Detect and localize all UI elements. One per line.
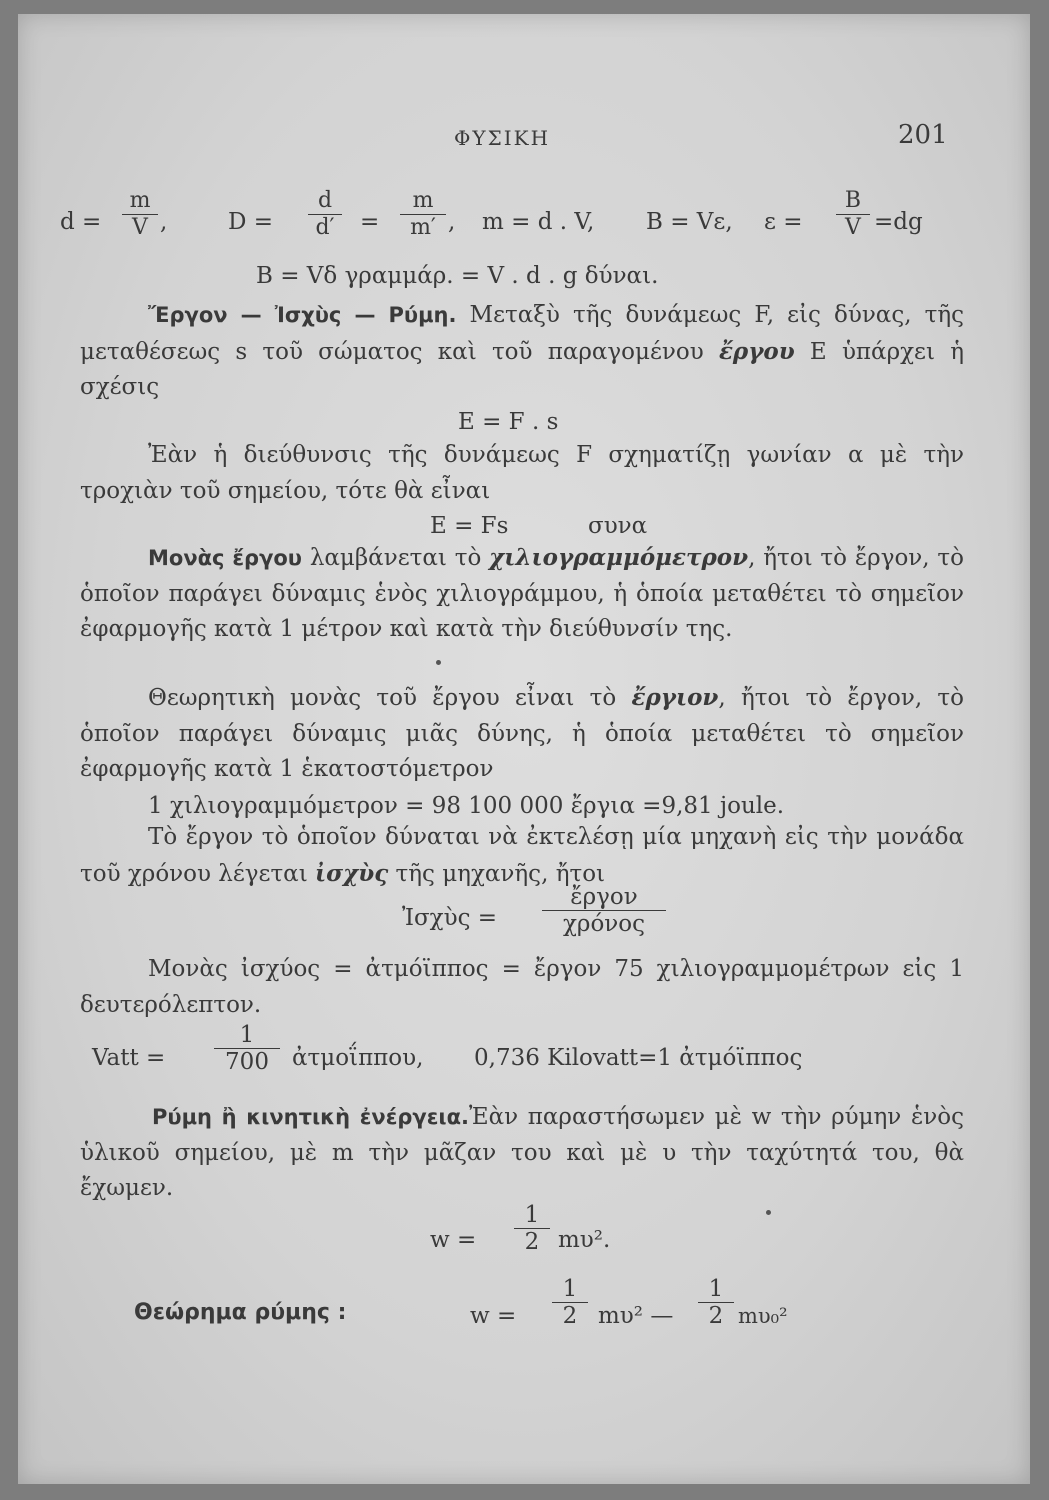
theorem-formula-left: w = xyxy=(470,1303,517,1329)
fraction-m-over-V xyxy=(122,190,158,239)
fraction-numerator: 1 xyxy=(524,1202,540,1228)
formula-vatt-right: ἀτμοΐππου, xyxy=(292,1045,424,1071)
paragraph-text: Ἐὰν παραστήσωμεν μὲ w τὴν ρύμην ἑνὸς ὑλικοῦ σημείου, μὲ m τὴν μᾶζαν του καὶ μὲ υ τὴν ταχύτητά του, θὰ ἔχωμεν. xyxy=(80,1104,964,1201)
fraction-work-over-time xyxy=(542,886,666,935)
formula-E-Fs-cos-left: E = Fs xyxy=(430,513,509,539)
formula-kinetic-left: w = xyxy=(430,1227,477,1253)
emphasized-term: ἔργιον xyxy=(631,684,719,711)
section-heading-ergon: Ἔργον — Ἰσχὺς — Ρύμη. xyxy=(148,303,457,327)
formula-row-weight: B = Vδ γραμμάρ. = V . d . g δύναι. xyxy=(256,263,659,289)
paragraph-text: τῆς μηχανῆς, ἤτοι xyxy=(388,860,606,887)
fraction-denominator: 2 xyxy=(524,1229,540,1255)
kilovatt-equivalence: 0,736 Kilovatt=1 ἀτμόϊππος xyxy=(474,1045,803,1071)
fraction-denominator: 2 xyxy=(708,1303,724,1329)
fraction-one-half xyxy=(552,1278,588,1327)
formula-kinetic-right: mυ². xyxy=(558,1227,611,1253)
unit-equivalence: 1 χιλιογραμμόμετρον = 98 100 000 ἔργια =9,81 joule. xyxy=(148,793,785,819)
fraction-denominator: V xyxy=(132,215,148,240)
formula-vatt-left: Vatt = xyxy=(92,1045,166,1071)
section-heading-rymi: Ρύμη ἢ κινητικὴ ἐνέργεια. xyxy=(152,1105,469,1129)
theorem-formula-middle: mυ² — xyxy=(598,1303,674,1329)
paragraph-theoretical-unit xyxy=(80,680,964,788)
formula-E-Fs: E = F . s xyxy=(458,409,559,435)
fraction-B-over-V xyxy=(836,190,870,239)
equals-sign: = xyxy=(360,209,380,235)
fraction-numerator: 1 xyxy=(708,1276,724,1302)
theorem-formula-right: mυ₀² xyxy=(738,1304,788,1328)
paragraph-angle: Ἐὰν ἡ διεύθυνσις τῆς δυνάμεως F σχηματίζῃ γωνίαν α μὲ τὴν τροχιὰν τοῦ σημείου, τότε θὰ εἶναι xyxy=(80,442,964,504)
fraction-denominator: m′ xyxy=(410,215,436,240)
paragraph-text: E ὑπάρχει ἡ σχέσις xyxy=(80,338,964,400)
formula-dg: =dg xyxy=(874,209,923,235)
paragraph-text: λαμβάνεται τὸ xyxy=(301,545,490,571)
emphasized-term: ἰσχὺς xyxy=(315,859,389,887)
fraction-denominator: χρόνος xyxy=(562,911,646,937)
comma: , xyxy=(160,209,168,235)
paragraph-power-unit: Μονὰς ἰσχύος = ἀτμόϊππος = ἔργον 75 χιλιογραμμομέτρων εἰς 1 δευτερόλεπτον. xyxy=(80,956,964,1018)
theorem-label: Θεώρημα ρύμης : xyxy=(134,1300,347,1325)
emphasized-term: ἔργου xyxy=(718,337,795,365)
paragraph-text: , ἤτοι τὸ ἔργον, τὸ ὁποῖον παράγει δύναμις ἑνὸς χιλιογράμμου, ἡ ὁποία μεταθέτει τὸ σημεῖον ἐφαρμογῆς κατὰ 1 μέτρον καὶ κατὰ τὴν διεύθυνσίν της. xyxy=(80,545,965,642)
fraction-1-over-700 xyxy=(214,1024,280,1073)
fraction-denominator: 700 xyxy=(225,1049,269,1075)
fraction-numerator: 1 xyxy=(239,1022,255,1048)
running-header-title: ΦΥΣΙΚΗ xyxy=(454,126,551,150)
fraction-numerator: m xyxy=(129,188,151,213)
paragraph-work-unit xyxy=(80,540,964,648)
fraction-denominator: 2 xyxy=(562,1303,578,1329)
section-heading-monas: Μονὰς ἔργου xyxy=(148,546,302,570)
formula-e-eq: ε = xyxy=(764,209,803,235)
fraction-numerator: m xyxy=(412,188,434,213)
formula-B-Ve: B = Vε, xyxy=(646,209,733,235)
paragraph-ergon-definition xyxy=(80,298,964,406)
paragraph-power xyxy=(80,820,964,892)
fraction-one-half xyxy=(514,1204,550,1253)
paragraph-text: , ἤτοι τὸ ἔργον, τὸ ὁποῖον παράγει δύναμις μιᾶς δύνης, ἡ ὁποία μεταθέτει τὸ σημεῖον ἐφαρμογῆς κατὰ 1 ἑκατοστόμετρον xyxy=(80,685,964,782)
formula-m-dV: m = d . V, xyxy=(482,209,595,235)
paragraph-text: Τὸ ἔργον τὸ ὁποῖον δύναται νὰ ἐκτελέσῃ μία μηχανὴ εἰς τὴν μονάδα τοῦ χρόνου λέγεται xyxy=(80,824,964,887)
page-number: 201 xyxy=(898,120,948,150)
formula-power-left: Ἰσχὺς = xyxy=(402,905,498,931)
fraction-denominator: d′ xyxy=(315,215,335,240)
comma: , xyxy=(448,209,456,235)
formula-D-eq: D = xyxy=(228,209,274,235)
fraction-numerator: B xyxy=(844,188,862,213)
paragraph-kinetic-energy xyxy=(80,1100,964,1207)
emphasized-term: χιλιογραμμόμετρον xyxy=(489,544,749,571)
print-speck xyxy=(766,1210,771,1215)
fraction-m-over-mprime xyxy=(400,190,446,239)
paragraph-text: Μεταξὺ τῆς δυνάμεως F, εἰς δύνας, τῆς μεταθέσεως s τοῦ σώματος καὶ τοῦ παραγομένου xyxy=(80,302,964,365)
fraction-d-over-dprime xyxy=(308,190,342,239)
fraction-numerator: 1 xyxy=(562,1276,578,1302)
formula-d-eq: d = xyxy=(60,209,102,235)
fraction-numerator: ἔργον xyxy=(570,884,638,910)
book-page xyxy=(18,14,1030,1484)
formula-E-Fs-cos-right: συνα xyxy=(588,513,648,539)
fraction-denominator: V xyxy=(845,215,861,240)
fraction-numerator: d xyxy=(317,188,333,213)
fraction-one-half xyxy=(698,1278,734,1327)
print-speck xyxy=(436,660,441,665)
paragraph-text: Θεωρητικὴ μονὰς τοῦ ἔργου εἶναι τὸ xyxy=(148,685,632,711)
